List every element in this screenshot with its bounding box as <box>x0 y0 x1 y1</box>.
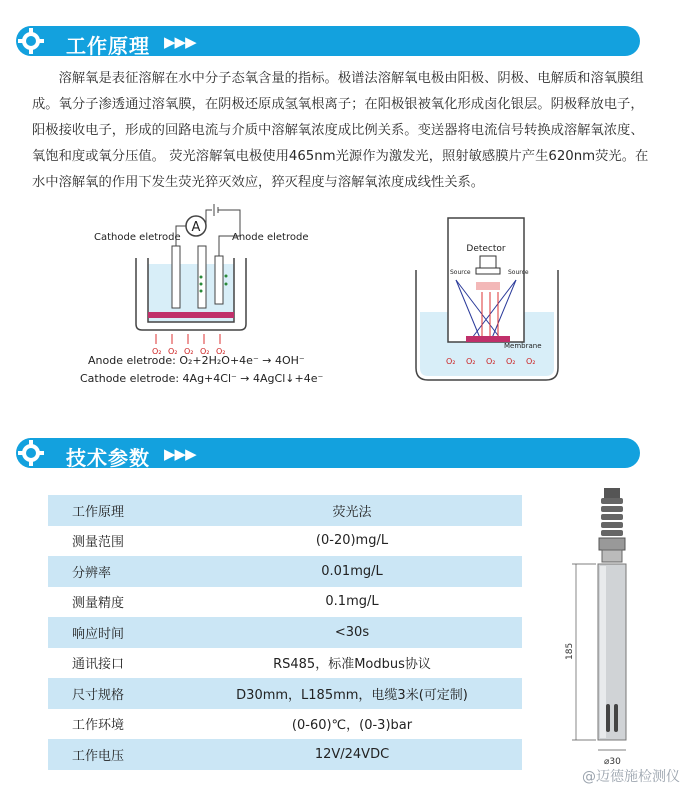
anode-equation: Anode eletrode: O₂+2H₂O+4e⁻ → 4OH⁻ <box>88 354 305 367</box>
spec-key: 测量范围 <box>72 535 125 551</box>
o2-label: O₂ <box>466 357 476 366</box>
spec-value: (0-20)mg/L <box>315 533 389 549</box>
spec-key: 分辨率 <box>48 556 182 587</box>
o2-label: O₂ <box>200 347 210 356</box>
spec-row <box>48 587 522 618</box>
spec-key: 通讯接口 <box>72 657 125 673</box>
gear-icon <box>14 24 48 58</box>
spec-key: 响应时间 <box>48 617 182 648</box>
spec-value: (0-60)℃，(0-3)bar <box>291 718 413 734</box>
spec-key: 尺寸规格 <box>48 678 182 709</box>
cathode-label: Cathode eletrode <box>94 232 181 243</box>
section-header-specs <box>0 436 640 470</box>
o2-label: O₂ <box>486 357 496 366</box>
spec-value: 0.1mg/L <box>325 594 379 610</box>
anode-label: Anode eletrode <box>232 232 309 243</box>
spec-key: 工作原理 <box>48 495 182 526</box>
membrane-label: Membrane <box>504 342 542 350</box>
o2-label: O₂ <box>446 357 456 366</box>
arrows-icon: ▶▶▶ <box>164 33 196 51</box>
o2-label: O₂ <box>152 347 162 356</box>
o2-label: O₂ <box>168 347 178 356</box>
spec-value: D30mm，L185mm，电缆3米(可定制) <box>182 678 522 709</box>
spec-table <box>48 495 522 770</box>
section-title: 技术参数 <box>66 446 150 470</box>
spec-row <box>48 678 522 709</box>
sensor-drawing <box>552 488 662 778</box>
o2-label: O₂ <box>216 347 226 356</box>
arrows-icon: ▶▶▶ <box>164 445 196 463</box>
diameter-dimension: ⌀30 <box>604 757 621 767</box>
spec-key: 测量精度 <box>72 596 125 612</box>
cathode-equation: Cathode eletrode: 4Ag+4Cl⁻ → 4AgCl↓+4e⁻ <box>80 372 324 385</box>
spec-value: 0.01mg/L <box>182 556 522 587</box>
spec-row <box>48 739 522 770</box>
polarographic-diagram <box>80 196 340 392</box>
watermark: @迈德施检测仪 <box>582 769 680 785</box>
spec-row <box>48 648 522 679</box>
ammeter-label: A <box>191 220 201 235</box>
spec-row <box>48 709 522 740</box>
spec-key: 工作电压 <box>48 739 182 770</box>
o2-label: O₂ <box>526 357 536 366</box>
spec-value: 荧光法 <box>182 495 522 526</box>
section-title: 工作原理 <box>66 34 150 58</box>
o2-label: O₂ <box>184 347 194 356</box>
gear-icon <box>14 436 48 470</box>
spec-value: 12V/24VDC <box>182 739 522 770</box>
detector-label: Detector <box>466 244 506 254</box>
source-label-right: Source <box>508 269 529 276</box>
spec-value: RS485，标准Modbus协议 <box>273 657 431 673</box>
spec-value: <30s <box>182 617 522 648</box>
length-dimension: 185 <box>565 642 575 660</box>
intro-paragraph: 溶解氧是表征溶解在水中分子态氧含量的指标。极谱法溶解氧电极由阳极、阴极、电解质和溶氧膜组成。氧分子渗透通过溶氧膜，在阴极还原成氢氧根离子；在阳极银被氧化形成卤化银层。阴极释放电子，阳极接收电子，形成的回路电流与介质中溶解氧浓度成比例关系。变送器将电流信号转换成溶解氧浓度、氧饱和度或氧分压值。 荧光溶解氧电极使用465nm光源作为激发光，照射敏感膜片产生620nm荧光。在水中溶解氧的作用下发生荧光猝灭效应，猝灭程度与溶解氧浓度成线性关系。 <box>32 71 649 190</box>
spec-row <box>48 495 522 526</box>
spec-key: 工作环境 <box>72 718 125 734</box>
spec-row <box>48 617 522 648</box>
o2-label: O₂ <box>506 357 516 366</box>
spec-row <box>48 556 522 587</box>
spec-row <box>48 526 522 557</box>
source-label-left: Source <box>450 269 471 276</box>
section-header-principle <box>0 24 640 58</box>
fluorescence-diagram <box>410 214 570 384</box>
